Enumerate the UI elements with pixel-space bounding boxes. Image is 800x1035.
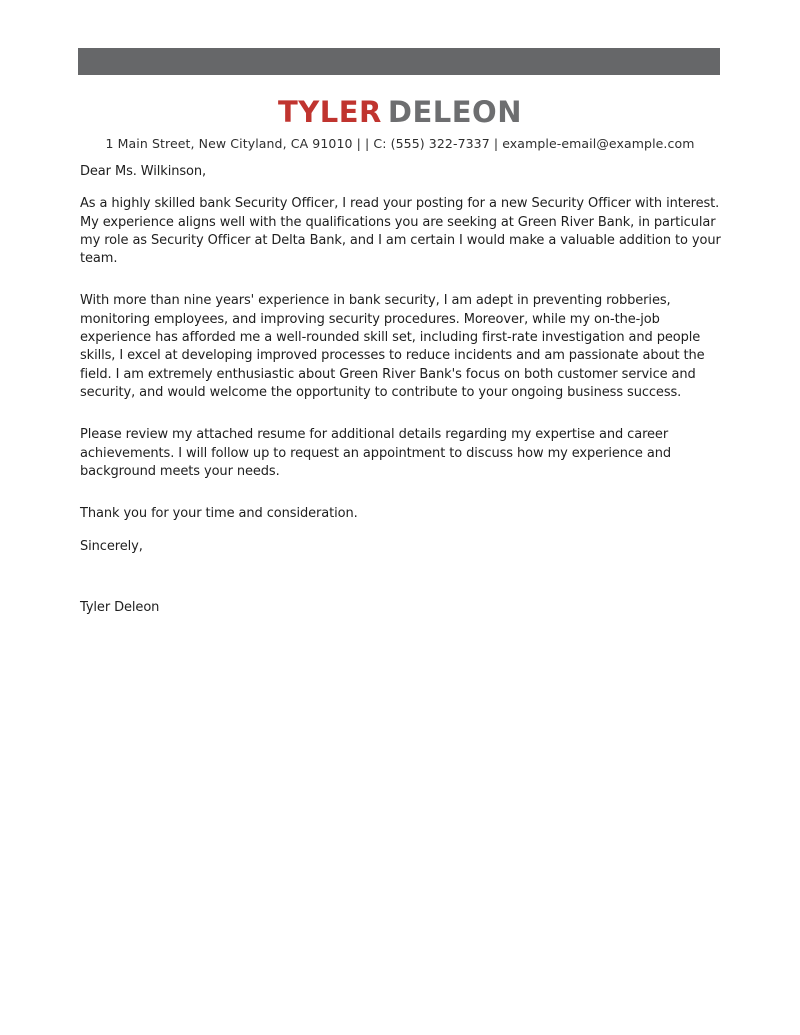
thanks-line: Thank you for your time and consideration. (80, 506, 358, 522)
letter-body (80, 163, 722, 617)
salutation: Dear Ms. Wilkinson, (80, 164, 207, 179)
contact-line: 1 Main Street, New Cityland, CA 91010 | | C: (555) 322-7337 | example-email@example.com (105, 136, 695, 151)
paragraph-experience: With more than nine years' experience in bank security, I am adept in preventing robberies, monitoring employees, and improving security procedures. Moreover, while my on-the-job experience has afforded me a well-rounded skill set, including first-rate investigation and people skills, I excel at developing improved processes to reduce incidents and am passionate about the field. I am extremely enthusiastic about Green River Bank's focus on both customer service and security, and would welcome the opportunity to contribute to your ongoing business success. (80, 293, 705, 400)
page-title (0, 96, 800, 128)
closing-line: Sincerely, (80, 539, 143, 555)
paragraph-intro: As a highly skilled bank Security Officer, I read your posting for a new Security Officer with interest. My experience aligns well with the qualifications you are seeking at Green River Bank, in particular my role as Security Officer at Delta Bank, and I am certain I would make a valuable addition to your team. (80, 196, 721, 267)
last-name: DELEON (387, 95, 522, 129)
first-name: TYLER (277, 95, 382, 129)
paragraph-resume: Please review my attached resume for additional details regarding my expertise and career achievements. I will follow up to request an appointment to discuss how my experience and background meets your needs. (80, 427, 671, 479)
header-divider-bar (78, 48, 720, 75)
signature: Tyler Deleon (80, 599, 160, 615)
